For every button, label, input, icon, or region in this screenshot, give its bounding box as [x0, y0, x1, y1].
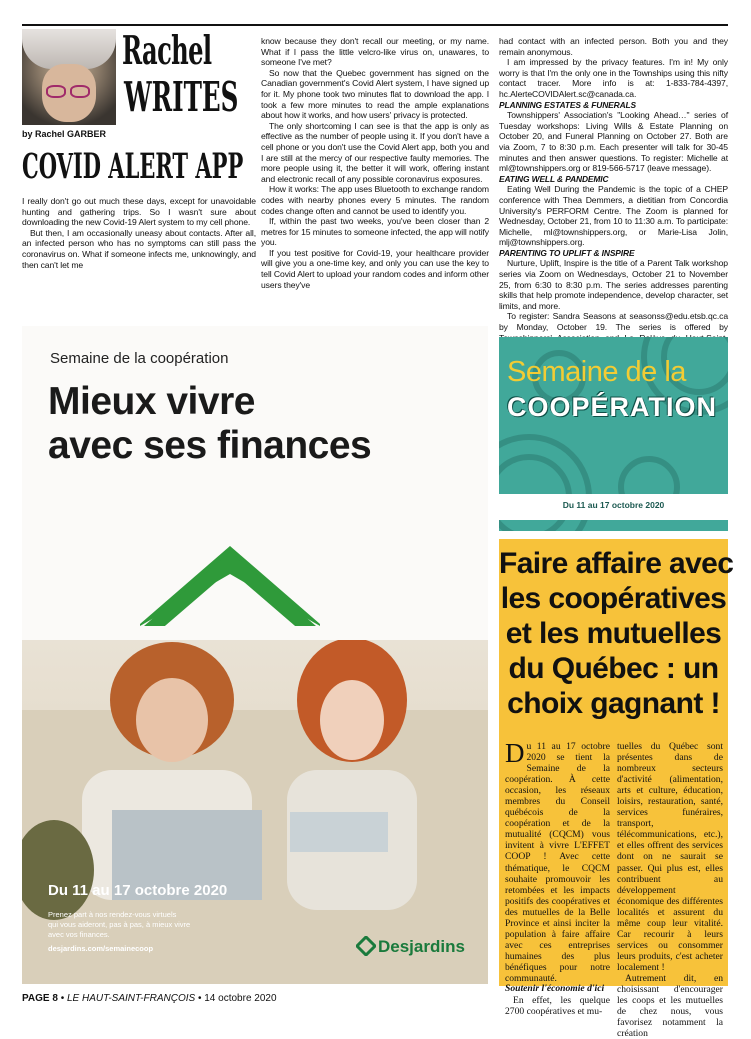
article-col2	[261, 36, 489, 290]
ad-kicker: Semaine de la coopération	[50, 350, 229, 367]
coop-week-title: Semaine de la	[507, 356, 686, 388]
page-footer: PAGE 8 • LE HAUT-SAINT-FRANÇOIS • 14 octobre 2020	[22, 993, 277, 1004]
article-col3	[499, 36, 728, 354]
masthead-line1: Rachel	[122, 28, 212, 74]
article-para: Nurture, Uplift, Inspire is the title of a Parent Talk workshop series via Zoom on Wednesdays, October 21 to November 25, from 6:30 to 8:30 p.m. The series addresses parenting skills that help promote independence, develop character, set limits, and more.	[499, 258, 728, 311]
subhead: EATING WELL & PANDEMIC	[499, 173, 609, 184]
article-para: But then, I am occasionally uneasy about contacts. After all, an infected person who has no symptoms can still pass the coronavirus on. What if someone infects me, unknowingly, and then can't let me	[22, 227, 256, 270]
top-rule	[22, 24, 728, 26]
article-para: The only shortcoming I can see is that the app is only as effective as the number of people using it. If you don't have a cell phone or you don't use the Covid Alert app, both you and I are still at the mercy of our respective faulty memories. The more people using it, the better it will work, offering instant and electronic recall of any possible coronavirus exposures.	[261, 120, 489, 184]
coop-col-a: Du 11 au 17 octobre 2020 se tient la Semaine de la coopération. À cette occasion, les réseaux membres du Conseil québécois de la coopération et de la mutualité (CQCM) vous invitent à vivre L'EFFET COOP ! Avec cette thématique, le CQCM souhaite promouvoir les retombées et les impacts positifs des coopératives et des mutuelles de la Belle Province et ainsi inciter la population à faire affaire avec ces entreprises humaines des plus bénéfiques pour notre communauté. Soutenir l'économie d'ici En effet, les quelque 2700 coopératives et mu-	[505, 738, 610, 1017]
ad-small-text: Prenez part à nos rendez-vous virtuels qui vous aideront, pas à pas, à mieux vivre avec vos finances.	[48, 910, 191, 939]
brand-name: Desjardins	[378, 937, 465, 956]
coop-article-title: Faire affaire avec les coopératives et les mutuelles du Québec : un choix gagnant !	[499, 547, 734, 720]
article-para: If, within the past two weeks, you've been closer than 2 metres for 15 minutes to someone infected, the app will notify you.	[261, 216, 489, 248]
article-para: I really don't go out much these days, except for unavoidable hunting and gathering trips. So I wasn't sure about downloading the new Covid-19 Alert system to my cell phone.	[22, 196, 256, 228]
coop-week-title2: COOPÉRATION	[507, 392, 718, 422]
subhead: PARENTING TO UPLIFT & INSPIRE	[499, 247, 635, 258]
desjardins-logo-icon	[356, 936, 376, 956]
article-para: I am impressed by the privacy features. I'm in! My only worry is that I'm the only one in the Townships using this nifty contact tracer. More info is at: 1-833-784-4397, hc.AlerteCOVIDAlert.sc@canada.ca.	[499, 57, 728, 99]
masthead-line2: WRITES	[124, 73, 239, 121]
article-para: How it works: The app uses Bluetooth to exchange random codes with nearby phones every 5 minutes. The random codes change often and cannot be used to identify you.	[261, 184, 489, 216]
chevron-up-icon	[140, 546, 320, 626]
coop-week-date: Du 11 au 17 octobre 2020	[562, 500, 665, 510]
article-para: Townshippers' Association's "Looking Ahead…" series of Tuesday workshops: Living Wills & Estate Planning on October 20, and Funeral Planning on October 27. Both are via Zoom, 7 to 8:30 p.m. Each presenter will talk for 30-45 minutes and then answer questions. To register: Michelle at ml@townshippers.org or 819-566-5717 (leave message).	[499, 110, 728, 174]
subhead: Soutenir l'économie d'ici	[505, 983, 605, 995]
dropcap: D	[505, 738, 525, 768]
ad-title: Mieux vivre avec ses finances	[48, 380, 372, 467]
article-para: To register: Sandra Seasons at seasonss@edu.etsb.qc.ca by Monday, October 19. The series is offered by	[499, 311, 728, 333]
article-col1	[22, 196, 256, 270]
headline: COVID ALERT APP	[22, 146, 244, 187]
article-para: Eating Well During the Pandemic is the topic of a CHEP conference with Thea Demmers, a dietitian from Concordia University's PERFORM Centre. The Zoom is planned for Wednesday, October 21, from 10 to 11:30 a.m. To participate: Michelle, ml@townshippers.org, or Marie-Lisa Jolin, mlj@townshippers.org.	[499, 184, 728, 248]
article-para: had contact with an infected person. Both you and they remain anonymous.	[499, 36, 728, 57]
byline: by Rachel GARBER	[22, 129, 107, 139]
ad-url[interactable]: desjardins.com/semainecoop	[48, 944, 154, 953]
coop-col-b: tuelles du Québec sont présentes dans de nombreux secteurs d'activité (alimentation, arts et culture, éducation, loisirs, restauration, santé, services funéraires, transport, télécommunications, etc.), et elles offrent des services dont on ne saurait se passer. Qui plus est, elles contribuent au développement économique des différentes localités et assurent du même coup leur vitalité. Car recourir à leurs services ou consommer leurs produits, c'est acheter localement ! Autrement dit, en choisissant d'encourager les coops et les mutuelles de chez nous, vous favorisez notamment la création	[617, 741, 723, 1039]
subhead: PLANNING ESTATES & FUNERALS	[499, 99, 637, 110]
columnist-photo	[22, 29, 116, 125]
article-para: know because they don't recall our meeting, or my name. What if I pass the little velcro-like virus on, unawares, to someone I've met?	[261, 36, 489, 68]
ad-dates: Du 11 au 17 octobre 2020	[48, 882, 228, 899]
article-para: So now that the Quebec government has signed on the Canadian government's Covid Alert system, I have signed up for it. My phone took two minutes flat to download the app. I took a few more minutes to read the ample explanations about how it works, and how users' privacy is protected.	[261, 67, 489, 121]
article-para: If you test positive for Covid-19, your healthcare provider will give you a one-time key, and only you can use the key to tell Covid Alert to upload your random codes and inform other users they've	[261, 247, 489, 290]
